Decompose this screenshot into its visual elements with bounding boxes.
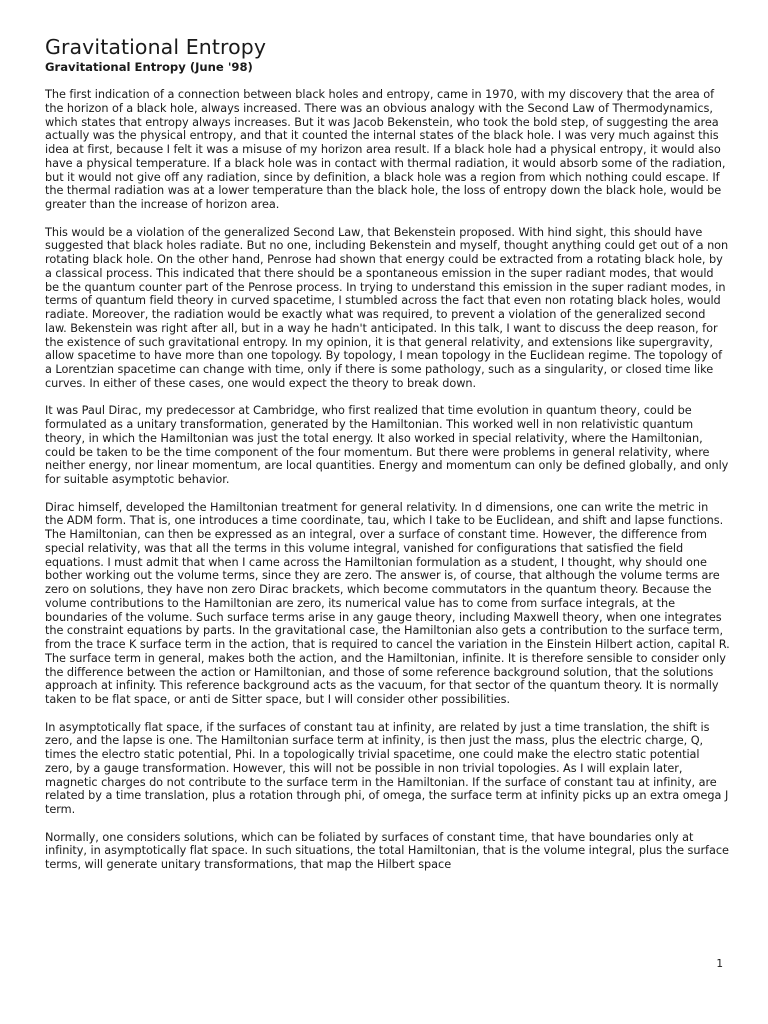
paragraph-1: The first indication of a connection between black holes and entropy, came in 1970, with my discovery that the area of the horizon of a black hole, always increased. There was an obvious analogy with the Second Law of Thermodynamics, which states that entropy always increases. But it was Jacob Bekenstein, who took the bold step, of suggesting the area actually was the physical entropy, and that it counted the internal states of the black hole. I was very much against this idea at first, because I felt it was a misuse of my horizon area result. If a black hole had a physical entropy, it would also have a physical temperature. If a black hole was in contact with thermal radiation, it would absorb some of the radiation, but it would not give off any radiation, since by definition, a black hole was a region from which nothing could escape. If the thermal radiation was at a lower temperature than the black hole, the loss of entropy down the black hole, would be greater than the increase of horizon area. [45,88,726,211]
paragraph-5: In asymptotically flat space, if the surfaces of constant tau at infinity, are related by just a time translation, the shift is zero, and the lapse is one. The Hamiltonian surface term at infinity, is then just the mass, plus the electric charge, Q, times the electro static potential, Phi. In a topologically trivial spacetime, one could make the electro static potential zero, by a gauge transformation. However, this will not be possible in non trivial topologies. As I will explain later, magnetic charges do not contribute to the surface term in the Hamiltonian. If the surface of constant tau at infinity, are related by a time translation, plus a rotation through phi, of omega, the surface term at infinity picks up an extra omega J term. [45,720,729,816]
paragraph-2: This would be a violation of the generalized Second Law, that Bekenstein proposed. With hind sight, this should have suggested that black holes radiate. But no one, including Bekenstein and myself, thought anything could get out of a non rotating black hole. On the other hand, Penrose had shown that energy could be extracted from a rotating black hole, by a classical process. This indicated that there should be a spontaneous emission in the super radiant modes, that would be the quantum counter part of the Penrose process. In trying to understand this emission in the super radiant modes, in terms of quantum field theory in curved spacetime, I stumbled across the fact that even non rotating black holes, would radiate. Moreover, the radiation would be exactly what was required, to prevent a violation of the generalized second law. Bekenstein was right after all, but in a way he hadn't anticipated. In this talk, I want to discuss the deep reason, for the existence of such gravitational entropy. In my opinion, it is that general relativity, and extensions like supergravity, allow spacetime to have more than one topology. By topology, I mean topology in the Euclidean regime. The topology of a Lorentzian spacetime can change with time, only if there is some pathology, such as a singularity, or closed time like curves. In either of these cases, one would expect the theory to break down. [45,225,729,390]
page-number: 1 [716,958,723,970]
document-page [45,34,730,886]
document-subtitle: Gravitational Entropy (June '98) [45,60,253,74]
paragraph-6: Normally, one considers solutions, which can be foliated by surfaces of constant time, that have boundaries only at infinity, in asymptotically flat space. In such situations, the total Hamiltonian, that is the volume integral, plus the surface terms, will generate unitary transformations, that map the Hilbert space [45,830,729,871]
paragraph-3: It was Paul Dirac, my predecessor at Cambridge, who first realized that time evolution in quantum theory, could be formulated as a unitary transformation, generated by the Hamiltonian. This worked well in non relativistic quantum theory, in which the Hamiltonian was just the total energy. It also worked in special relativity, where the Hamiltonian, could be taken to be the time component of the four momentum. But there were problems in general relativity, where neither energy, nor linear momentum, are local quantities. Energy and momentum can only be defined globally, and only for suitable asymptotic behavior. [45,404,729,486]
document-title: Gravitational Entropy [45,35,267,59]
paragraph-4: Dirac himself, developed the Hamiltonian treatment for general relativity. In d dimensions, one can write the metric in the ADM form. That is, one introduces a time coordinate, tau, which I take to be Euclidean, and shift and lapse functions. The Hamiltonian, can then be expressed as an integral, over a surface of constant time. However, the difference from special relativity, was that all the terms in this volume integral, vanished for configurations that satisfied the field equations. I must admit that when I came across the Hamiltonian formulation as a student, I thought, why should one bother working out the volume terms, since they are zero. The answer is, of course, that although the volume terms are zero on solutions, they have non zero Dirac brackets, which become commutators in the quantum theory. Because the volume contributions to the Hamiltonian are zero, its numerical value has to come from surface integrals, at the boundaries of the volume. Such surface terms arise in any gauge theory, including Maxwell theory, when one integrates the constraint equations by parts. In the gravitational case, the Hamiltonian also gets a contribution to the surface term, from the trace K surface term in the action, that is required to cancel the variation in the Einstein Hilbert action, capital R. The surface term in general, makes both the action, and the Hamiltonian, infinite. It is therefore sensible to consider only the difference between the action or Hamiltonian, and those of some reference background solution, that the solutions approach at infinity. This reference background acts as the vacuum, for that sector of the quantum theory. It is normally taken to be flat space, or anti de Sitter space, but I will consider other possibilities. [45,500,730,706]
